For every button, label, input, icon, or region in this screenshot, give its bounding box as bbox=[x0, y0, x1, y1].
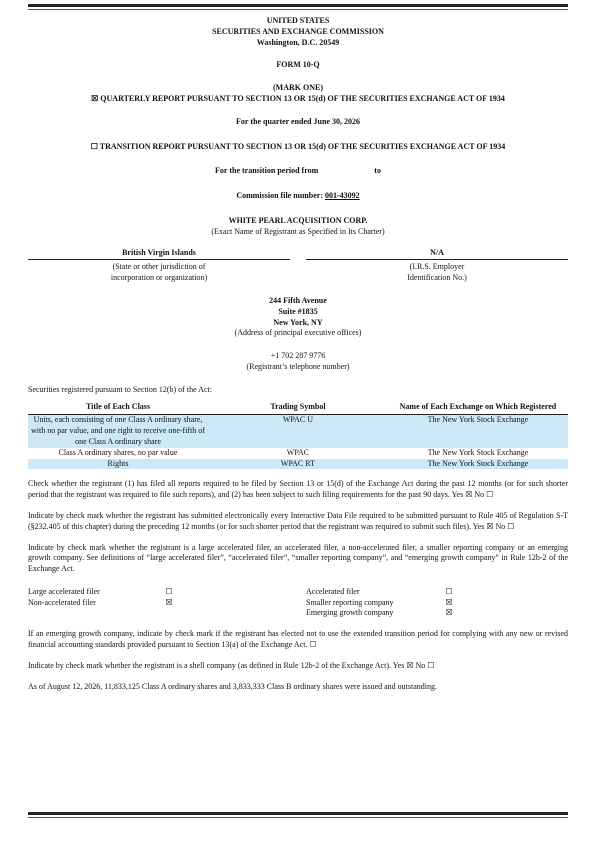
irs-caption-1: (I.R.S. Employer bbox=[409, 262, 465, 272]
header-line-1: UNITED STATES bbox=[266, 16, 330, 25]
transition-to-label: to bbox=[374, 166, 381, 176]
form-title: FORM 10-Q bbox=[276, 60, 320, 70]
header-line-3: Washington, D.C. 20549 bbox=[256, 37, 340, 47]
transition-period bbox=[28, 166, 568, 177]
commission-file bbox=[28, 191, 568, 202]
filer-checkbox[interactable]: ☒ bbox=[445, 597, 453, 607]
shell-company-paragraph: Indicate by check mark whether the registrant is a shell company (as defined in Rule 12b-2 of the Exchange Act). Yes ☒ No ☐ bbox=[28, 660, 435, 670]
registrant-name: WHITE PEARL ACQUISITION CORP. bbox=[228, 215, 368, 225]
list-item bbox=[28, 598, 290, 609]
list-item bbox=[306, 598, 568, 609]
row-title: Class A ordinary shares, no par value bbox=[58, 447, 178, 457]
col-header-title: Title of Each Class bbox=[28, 402, 208, 415]
filer-checkboxes bbox=[28, 587, 568, 619]
table-row bbox=[28, 459, 568, 470]
phone-block bbox=[28, 351, 568, 373]
filer-checkbox[interactable]: ☒ bbox=[445, 608, 453, 618]
shares-outstanding-paragraph: As of August 12, 2026, 11,833,125 Class A ordinary shares and 3,833,333 Class B ordinary shares were issued and outstanding. bbox=[28, 681, 437, 691]
transition-report-checkbox-line: ☐ TRANSITION REPORT PURSUANT TO SECTION 13 OR 15(d) OF THE SECURITIES EXCHANGE ACT OF 1934 bbox=[90, 141, 506, 151]
list-item bbox=[306, 608, 568, 619]
row-exchange: The New York Stock Exchange bbox=[388, 459, 568, 470]
filer-left-column bbox=[28, 587, 290, 619]
jurisdiction-irs-row bbox=[28, 248, 568, 284]
row-exchange: The New York Stock Exchange bbox=[388, 415, 568, 448]
sec-header bbox=[28, 16, 568, 48]
col-header-exchange: Name of Each Exchange on Which Registered bbox=[388, 402, 568, 415]
col-header-symbol: Trading Symbol bbox=[208, 402, 388, 415]
irs-value: N/A bbox=[306, 248, 568, 261]
phone-number: +1 702 287 9776 bbox=[270, 351, 326, 361]
header-line-2: SECURITIES AND EXCHANGE COMMISSION bbox=[212, 26, 384, 36]
quarterly-report-checkbox-line: ☒ QUARTERLY REPORT PURSUANT TO SECTION 13 OR 15(d) OF THE SECURITIES EXCHANGE ACT OF 1934 bbox=[91, 93, 505, 103]
phone-caption: (Registrant’s telephone number) bbox=[246, 361, 350, 371]
filer-label: Accelerated filer bbox=[306, 586, 360, 596]
jurisdiction-caption-1: (State or other jurisdiction of bbox=[112, 262, 206, 272]
filer-checkbox[interactable]: ☐ bbox=[445, 586, 453, 596]
filer-label: Non-accelerated filer bbox=[28, 597, 96, 607]
table-row bbox=[28, 448, 568, 459]
row-symbol: WPAC RT bbox=[208, 459, 388, 470]
emerging-growth-paragraph: If an emerging growth company, indicate by check mark if the registrant has elected not to use the extended transition period for complying with any new or revised financial accounting standards provided pursuant to Section 13(a) of the Exchange Act. ☐ bbox=[28, 629, 568, 650]
address-caption: (Address of principal executive offices) bbox=[234, 328, 362, 338]
commission-number: 001-43092 bbox=[325, 191, 360, 201]
row-title: Rights bbox=[28, 459, 208, 470]
registrant-name-caption: (Exact Name of Registrant as Specified in Its Charter) bbox=[211, 226, 385, 236]
jurisdiction-caption-2: incorporation or organization) bbox=[110, 273, 208, 283]
address-line-3: New York, NY bbox=[273, 317, 323, 327]
jurisdiction-value: British Virgin Islands bbox=[28, 248, 290, 261]
address-line-2: Suite #1835 bbox=[278, 306, 318, 316]
filer-label: Large accelerated filer bbox=[28, 586, 100, 596]
filer-checkbox[interactable]: ☒ bbox=[165, 597, 173, 607]
list-item bbox=[28, 587, 290, 598]
reports-filed-paragraph: Check whether the registrant (1) has filed all reports required to be filed by Section 13 or 15(d) of the Exchange Act during the past 12 months (or for such shorter period that the registrant was required to file such reports), and (2) has been subject to such filing requirements for the past 90 days. Yes ☒ No ☐ bbox=[28, 479, 568, 500]
jurisdiction-block bbox=[28, 248, 290, 284]
filer-label: Emerging growth company bbox=[306, 608, 394, 618]
address-line-1: 244 Fifth Avenue bbox=[269, 295, 327, 305]
quarter-ended: For the quarter ended June 30, 2026 bbox=[236, 116, 360, 126]
list-item bbox=[306, 587, 568, 598]
row-symbol: WPAC U bbox=[208, 415, 388, 448]
transition-from-label: For the transition period from bbox=[215, 166, 319, 176]
commission-label: Commission file number: bbox=[236, 191, 323, 201]
bottom-rule bbox=[28, 812, 568, 815]
filer-right-column bbox=[306, 587, 568, 619]
irs-caption-2: Identification No.) bbox=[407, 273, 467, 283]
mark-one: (MARK ONE) bbox=[273, 83, 323, 93]
securities-table bbox=[28, 402, 568, 470]
form-10q-cover-page bbox=[28, 14, 568, 692]
table-row bbox=[28, 415, 568, 448]
securities-intro: Securities registered pursuant to Section 12(b) of the Act: bbox=[28, 384, 212, 394]
irs-block bbox=[306, 248, 568, 284]
top-rule bbox=[28, 4, 568, 7]
row-title: Units, each consisting of one Class A ordinary share, with no par value, and one right to receive one-fifth of one Class A ordinary share bbox=[28, 415, 208, 448]
securities-table-header bbox=[28, 402, 568, 415]
row-exchange: The New York Stock Exchange bbox=[427, 447, 529, 457]
interactive-data-paragraph: Indicate by check mark whether the registrant has submitted electronically every Interactive Data File required to be submitted pursuant to Rule 405 of Regulation S-T (§232.405 of this chapter) during the preceding 12 months (or for such shorter period that the registrant was required to submit such files). Yes ☒ No ☐ bbox=[28, 510, 568, 531]
address-block bbox=[28, 296, 568, 339]
filer-status-paragraph: Indicate by check mark whether the registrant is a large accelerated filer, an accelerated filer, a non-accelerated filer, a smaller reporting company or an emerging growth company. See definitions of “large accelerated filer”, “accelerated filer”, “smaller reporting company”, and “emerging growth company” in Rule 12b-2 of the Exchange Act. bbox=[28, 542, 568, 574]
row-symbol: WPAC bbox=[286, 447, 310, 457]
filer-checkbox[interactable]: ☐ bbox=[165, 586, 173, 596]
filer-label: Smaller reporting company bbox=[306, 597, 394, 607]
